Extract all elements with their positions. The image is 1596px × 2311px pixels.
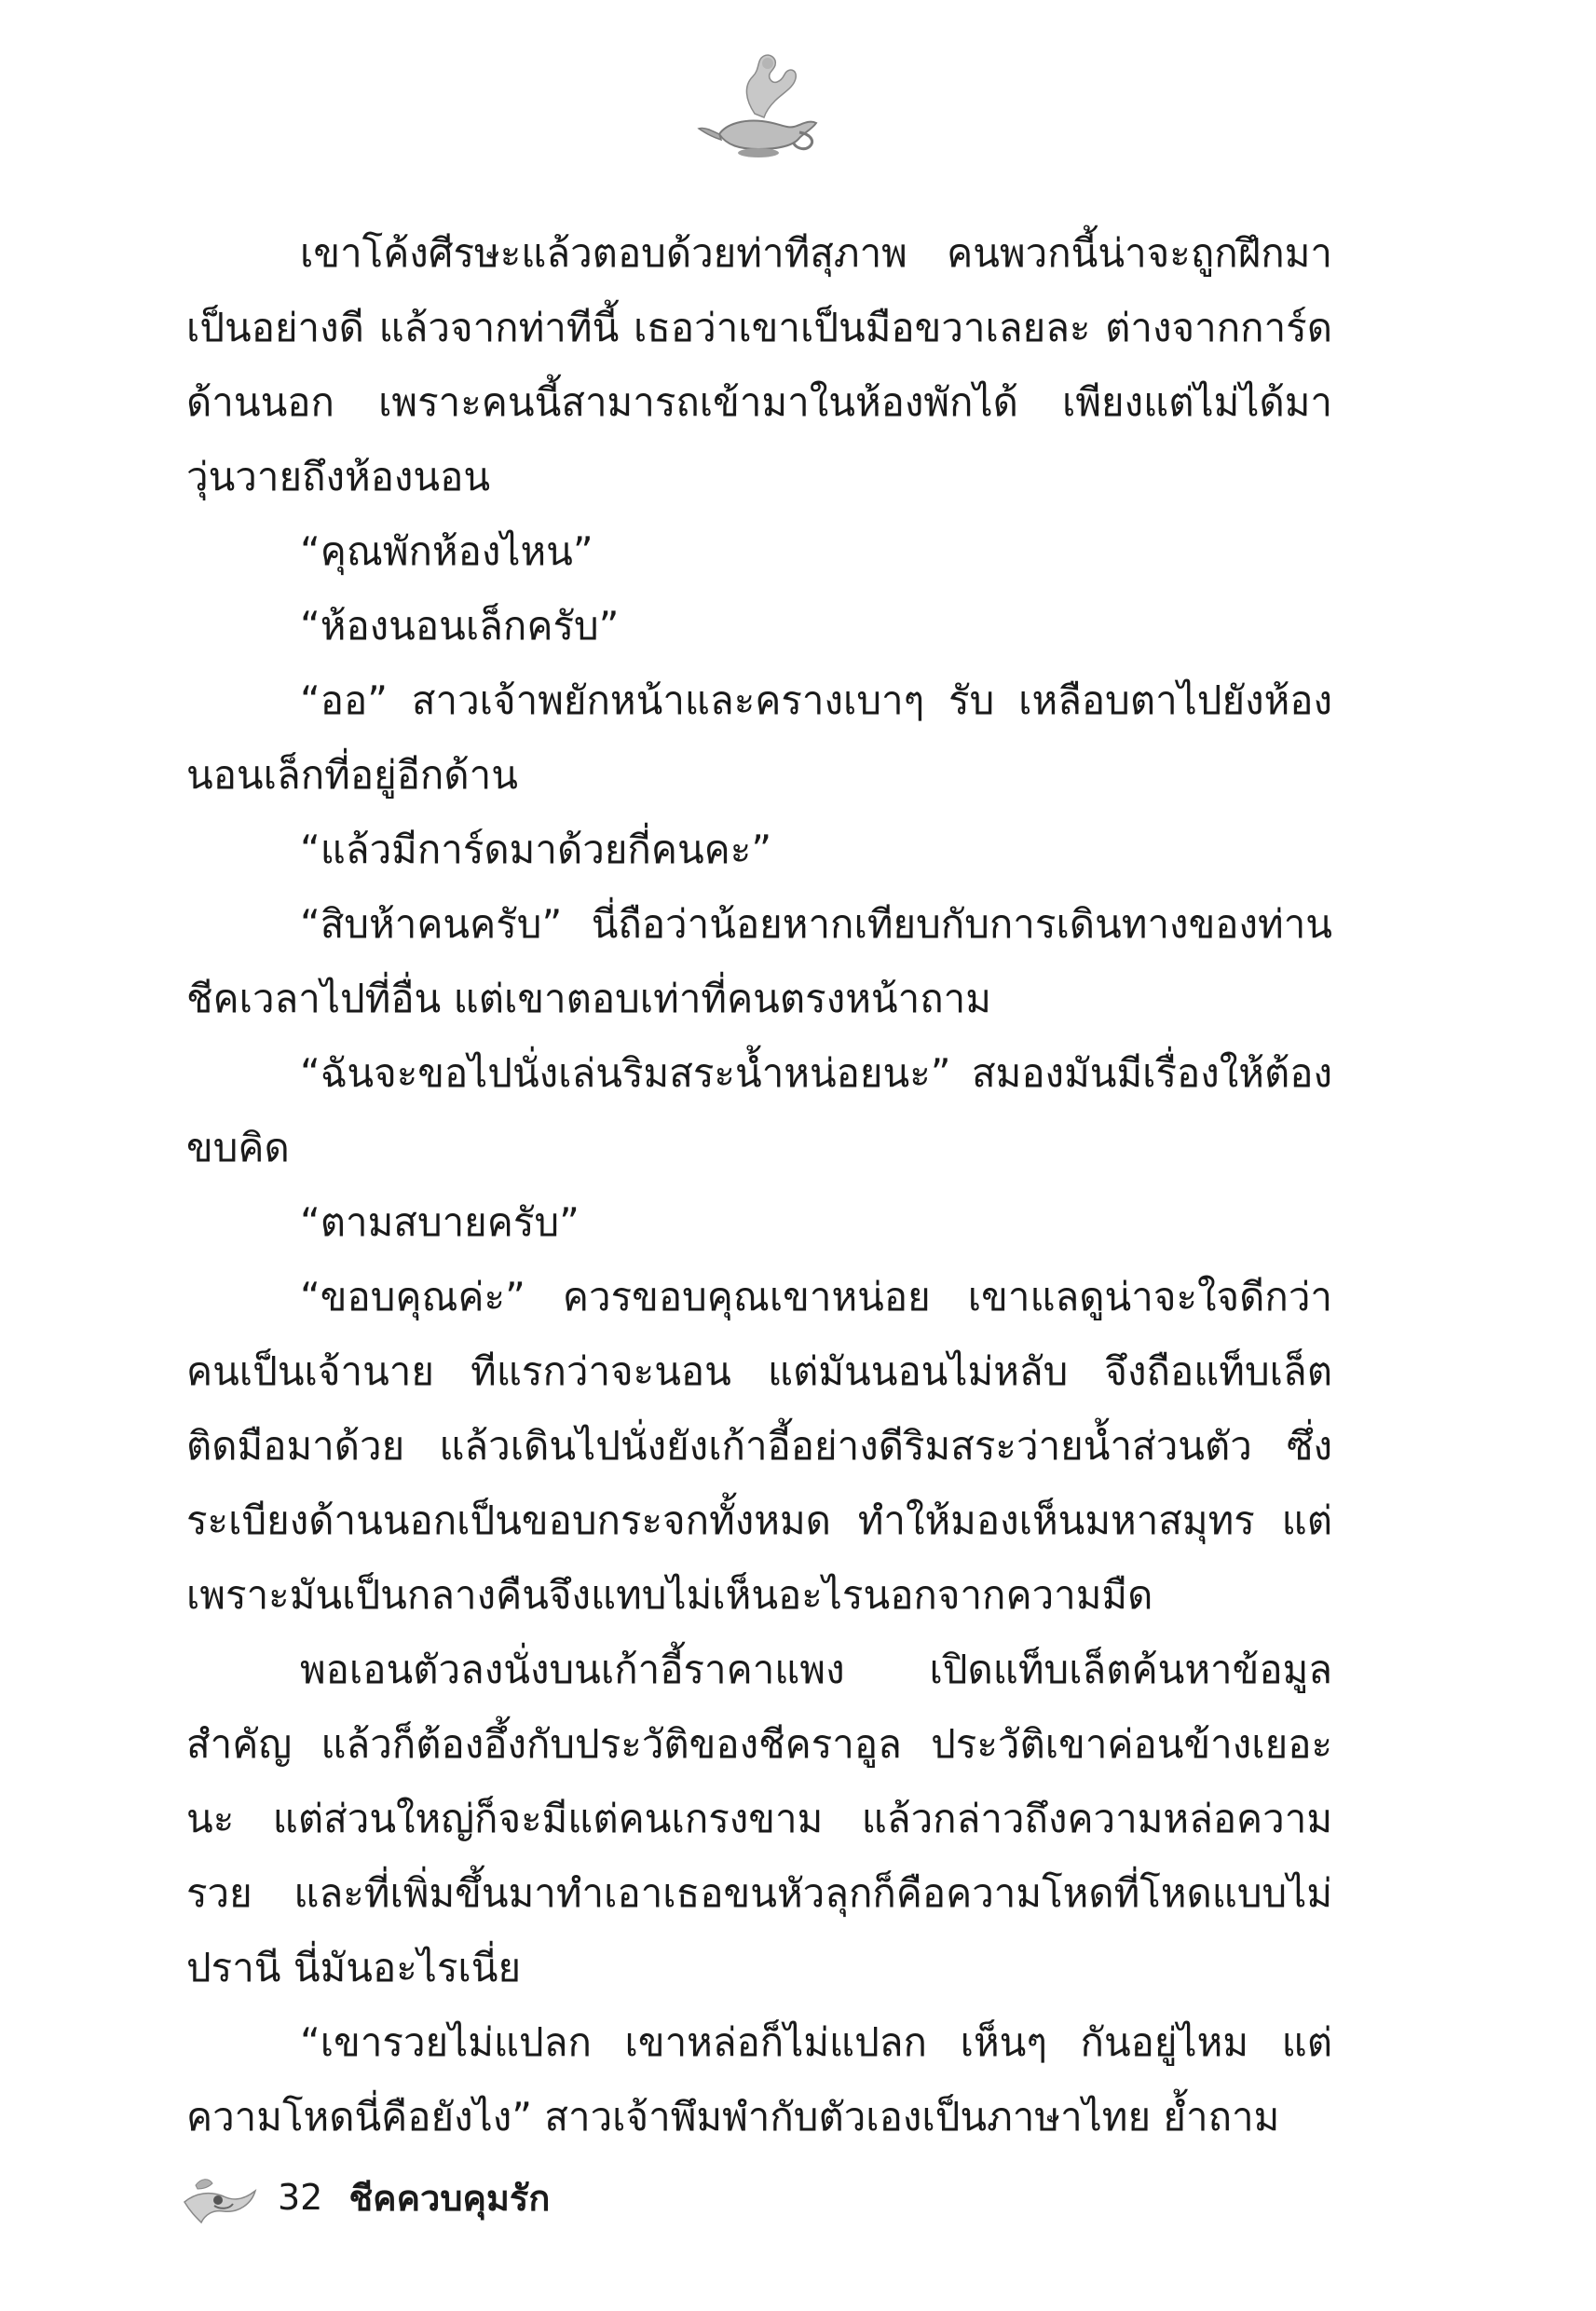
body-text [186,216,1332,2154]
paragraph: “ออ” สาวเจ้าพยักหน้าและครางเบาๆ รับ เหลือบตาไปยังห้องนอนเล็กที่อยู่อีกด้าน [186,677,1332,798]
paragraph: “เขารวยไม่แปลก เขาหล่อก็ไม่แปลก เห็นๆ กันอยู่ไหม แต่ความโหดนี่คือยังไง” สาวเจ้าพึมพำกับตัวเองเป็นภาษาไทย ย้ำถาม [186,2019,1332,2140]
genie-lamp-icon [689,48,829,160]
paragraph: “ขอบคุณค่ะ” ควรขอบคุณเขาหน่อย เขาแลดูน่าจะใจดีกว่าคนเป็นเจ้านาย ทีแรกว่าจะนอน แต่มันนอนไม่หลับ จึงถือแท็บเล็ตติดมือมาด้วย แล้วเดินไปนั่งยังเก้าอี้อย่างดีริมสระว่ายน้ำส่วนตัว ซึ่งระเบียงด้านนอกเป็นขอบกระจกทั้งหมด ทำให้มองเห็นมหาสมุทร แต่เพราะมันเป็นกลางคืนจึงแทบไม่เห็นอะไรนอกจากความมืด [186,1274,1332,1618]
paragraph: “คุณพักห้องไหน” [300,528,593,574]
paragraph: “สิบห้าคนครับ” นี่ถือว่าน้อยหากเทียบกับการเดินทางของท่านชีคเวลาไปที่อื่น แต่เขาตอบเท่าที่คนตรงหน้าถาม [186,901,1332,1021]
paragraph: เขาโค้งศีรษะแล้วตอบด้วยท่าทีสุภาพ คนพวกนี้น่าจะถูกฝึกมาเป็นอย่างดี แล้วจากท่าทีนี้ เธอว่าเขาเป็นมือขวาเลยละ ต่างจากการ์ดด้านนอก เพราะคนนี้สามารถเข้ามาในห้องพักได้ เพียงแต่ไม่ได้มาวุ่นวายถึงห้องนอน [186,230,1332,499]
paragraph: พอเอนตัวลงนั่งบนเก้าอี้ราคาแพง เปิดแท็บเล็ตค้นหาข้อมูลสำคัญ แล้วก็ต้องอึ้งกับประวัติของชีคราอูล ประวัติเขาค่อนข้างเยอะนะ แต่ส่วนใหญ่ก็จะมีแต่คนเกรงขาม แล้วกล่าวถึงความหล่อความรวย และที่เพิ่มขึ้นมาทำเอาเธอขนหัวลุกก็คือความโหดที่โหดแบบไม่ปรานี นี่มันอะไรเนี่ย [186,1647,1332,1990]
book-title: ชีคควบคุมรัก [348,2177,551,2219]
paragraph: “ฉันจะขอไปนั่งเล่นริมสระน้ำหน่อยนะ” สมองมันมีเรื่องให้ต้องขบคิด [186,1050,1332,1170]
genie-icon [177,2165,261,2230]
paragraph: “ห้องนอนเล็กครับ” [300,603,620,649]
page-footer [177,2160,550,2235]
paragraph: “ตามสบายครับ” [300,1199,580,1245]
paragraph: “แล้วมีการ์ดมาด้วยกี่คนคะ” [300,827,772,872]
page-number: 32 [278,2177,323,2218]
